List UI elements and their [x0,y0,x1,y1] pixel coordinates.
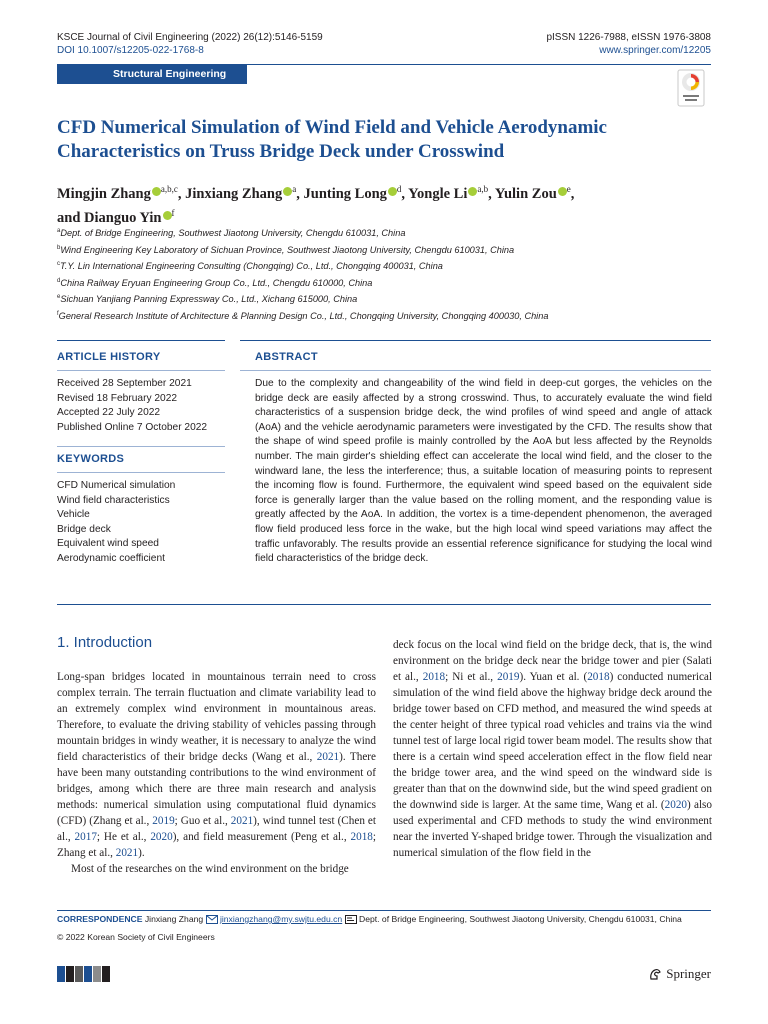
section-label-text: Structural Engineering [113,68,227,80]
citation-link[interactable]: 2018 [350,831,373,843]
springer-text: Springer [666,966,711,981]
intro-paragraph-2: Most of the researches on the wind environment on the bridge [71,863,349,875]
body-text-run: ), wind tunnel test (Chen et al., [57,815,377,843]
affiliation-e: $^e$Sichuan Yanjiang Panning Expressway Co., Ltd., Xichang 615000, China [57,294,358,305]
check-updates-badge[interactable] [676,69,706,107]
section-label [57,64,247,84]
abstract-top-rule [240,340,711,341]
keyword-item: CFD Numerical simulation [57,480,176,491]
affiliation-f: $^f$General Research Institute of Architecture & Planning Design Co., Ltd., Chongqing University, Chongqing 400030, China [57,310,549,321]
intro-heading: 1. Introduction [57,634,153,651]
correspondence-name: Jinxiang Zhang [144,914,204,924]
affiliation-b: $^b$Wind Engineering Key Laboratory of Sichuan Province, Southwest Jiaotong University, Chengdu 610031, China [57,244,515,255]
body-text-run: ). Yuan et al. ( [519,671,588,683]
affiliation-a: $^a$Dept. of Bridge Engineering, Southwest Jiaotong University, Chengdu 610031, China [57,228,406,239]
check-updates-icon [676,69,706,107]
affiliations [57,224,717,323]
history-revised: Revised 18 February 2022 [57,392,178,404]
article-history-list [57,377,232,435]
history-received: Received 28 September 2021 [57,378,192,389]
history-rule [57,370,225,371]
springer-horse-icon [648,967,662,981]
orcid-icon[interactable] [388,187,397,196]
body-text-run: ) conducted numerical simulation of the wind field above the highway bridge deck around the bridge tower based on CFD method, and measured the wind speeds at the center height of three typical road vehicles and trains via the wind tunnel test of large local rigid tower beam model. The results show that there is a certain wind speed acceleration effect in the flow field near the bridge tower area, and the wind speed on the windward side is greater than that on the downwind side, but the wind speed gradient on the downwind side is larger. At the same time, Wang et al. ( [393,671,712,811]
title-line-2: Characteristics on Truss Bridge Deck under Crosswind [57,141,505,162]
body-text-run: Long-span bridges located in mountainous terrain need to cross complex terrain. The terrain fluctuation and climate variability lead to an extremely complex wind environment in mountainous areas. Therefore, to evaluate the driving stability of vehicles passing through mountain bridges in windy weather, it is necessary to analyze the wind field characteristics of their bridge decks (Wang et al., [57,671,376,763]
author-1[interactable]: Mingjin Zhang $^{a,b,c}$, [57,184,186,202]
correspondence-email[interactable]: jinxiangzhang@my.swjtu.edu.cn [219,914,343,924]
body-text-run: deck focus on the local wind field on the bridge deck, that is, the wind environment on the bridge deck near the bridge tower and pier (Salati et al., [393,639,712,683]
body-text-run: ; Zhang et al., [57,831,376,859]
copyright: © 2022 Korean Society of Civil Engineers [57,932,215,942]
keyword-item: Bridge deck [57,523,111,535]
abstract-rule [240,370,711,371]
envelope-icon [206,915,218,924]
orcid-icon[interactable] [163,211,172,220]
abstract-bottom-rule [57,604,711,605]
correspondence-address: Dept. of Bridge Engineering, Southwest Jiaotong University, Chengdu 610031, China [359,914,682,924]
keywords-heading: KEYWORDS [57,453,125,465]
keywords-top-rule [57,446,225,447]
history-accepted: Accepted 22 July 2022 [57,407,161,418]
abstract-heading: ABSTRACT [255,351,318,363]
body-text-run: ; Guo et al., [174,815,231,827]
ksce-logo-icon [57,964,111,984]
intro-paragraph-1 [57,669,376,861]
affiliation-c: $^c$T.Y. Lin International Engineering Consulting (Chongqing) Co., Ltd., Chongqing 400031, China [57,261,443,272]
keywords-list [57,479,232,566]
body-text-run: ; Ni et al., [445,671,498,683]
affiliation-d: $^d$China Railway Eryuan Engineering Group Co., Ltd., Chengdu 610000, China [57,277,373,288]
citation-link[interactable]: 2021 [115,847,139,859]
history-top-rule [57,340,225,341]
intro-column-1 [57,669,376,877]
body-text-run: ), and field measurement (Peng et al., [172,831,351,843]
springer-logo [648,966,711,982]
author-2[interactable]: Jinxiang Zhang $^a$, [185,184,304,202]
history-published: Published Online 7 October 2022 [57,421,208,433]
title-line-1: CFD Numerical Simulation of Wind Field and Vehicle Aerodynamic [57,117,607,138]
keyword-item: Equivalent wind speed [57,538,159,549]
orcid-icon[interactable] [283,187,292,196]
citation-link[interactable]: 2019 [152,815,175,827]
journal-citation: KSCE Journal of Civil Engineering (2022) 26(12):5146-5159 [57,32,323,43]
citation-link[interactable]: 2018 [422,671,446,683]
keyword-item: Wind field characteristics [57,494,170,506]
footer-rule [57,910,711,911]
body-text-run: ). [138,847,145,859]
article-history-heading: ARTICLE HISTORY [57,351,161,363]
abstract-text: Due to the complexity and changeability of the wind field in deep-cut gorges, the vehicles on the bridge deck are easily affected by a strong crosswind. Thus, to accurately evaluate the wind field characteristics of a suspension bridge deck, the wind profiles of wind speed and angle of attack (AoA) and the vehicle aerodynamic parameters were investigated by the CFD. The results show that the shape of wind speed profile is mainly controlled by the AoA but less affected by the Reynolds number. The main girder's shielding effect can accelerate the local wind field, and the closer to the windward lane, the less the interference; thus, a suitable location of measuring points to represent the incoming flow is found. Furthermore, the equivalent wind speed based on the equivalent side force is generally larger than the value based on the rolling moment, and the responding value is greatly affected by the AoA. In addition, the vortex is a time-dependent phenomenon, the averaged flow field produced less force in the wake, but the high local wind speed variations may affect the traffic unfavorably. The results provide an essential reference significance for studying the local wind field characteristics of the bridge deck. [255,378,712,565]
ksce-logo [57,964,111,989]
address-icon [345,915,357,924]
body-text-run: ). There have been many outstanding contributions to the wind environment of bridges, among which there are three main research and analysis methods: numerical simulation using computational fluid dynamics (CFD) (Zhang et al., [57,751,377,827]
citation-link[interactable]: 2021 [230,815,254,827]
citation-link[interactable]: 2020 [664,799,687,811]
issn: pISSN 1226-7988, eISSN 1976-3808 [546,32,711,43]
body-text-run: ; He et al., [96,831,151,843]
doi-link[interactable]: DOI 10.1007/s12205-022-1768-8 [57,45,204,56]
correspondence-label: CORRESPONDENCE [57,914,143,924]
author-list [57,180,657,228]
citation-link[interactable]: 2018 [587,671,610,683]
journal-url[interactable]: www.springer.com/12205 [599,45,711,56]
citation-link[interactable]: 2017 [74,831,97,843]
correspondence [57,914,717,924]
author-3[interactable]: Junting Long $^d$, [303,184,409,202]
author-6[interactable]: and Dianguo Yin $^f$ [57,207,175,226]
intro-paragraph-3 [393,637,712,861]
citation-link[interactable]: 2019 [497,671,520,683]
intro-column-2 [393,637,712,861]
citation-link[interactable]: 2020 [150,831,173,843]
orcid-icon[interactable] [152,187,161,196]
body-text-run: ) also used experimental and CFD methods to study the wind environment near the inverted Y-shaped bridge tower. Through the visualization and numerical simulation of the flow field in the [393,799,712,859]
orcid-icon[interactable] [468,187,477,196]
paper-title [57,116,697,164]
keywords-rule [57,472,225,473]
keyword-item: Aerodynamic coefficient [57,552,165,564]
keyword-item: Vehicle [57,509,90,520]
orcid-icon[interactable] [558,187,567,196]
author-4[interactable]: Yongle Li $^{a,b}$, [408,184,495,202]
author-5[interactable]: Yulin Zou $^e$, [494,184,575,202]
citation-link[interactable]: 2021 [316,751,340,763]
